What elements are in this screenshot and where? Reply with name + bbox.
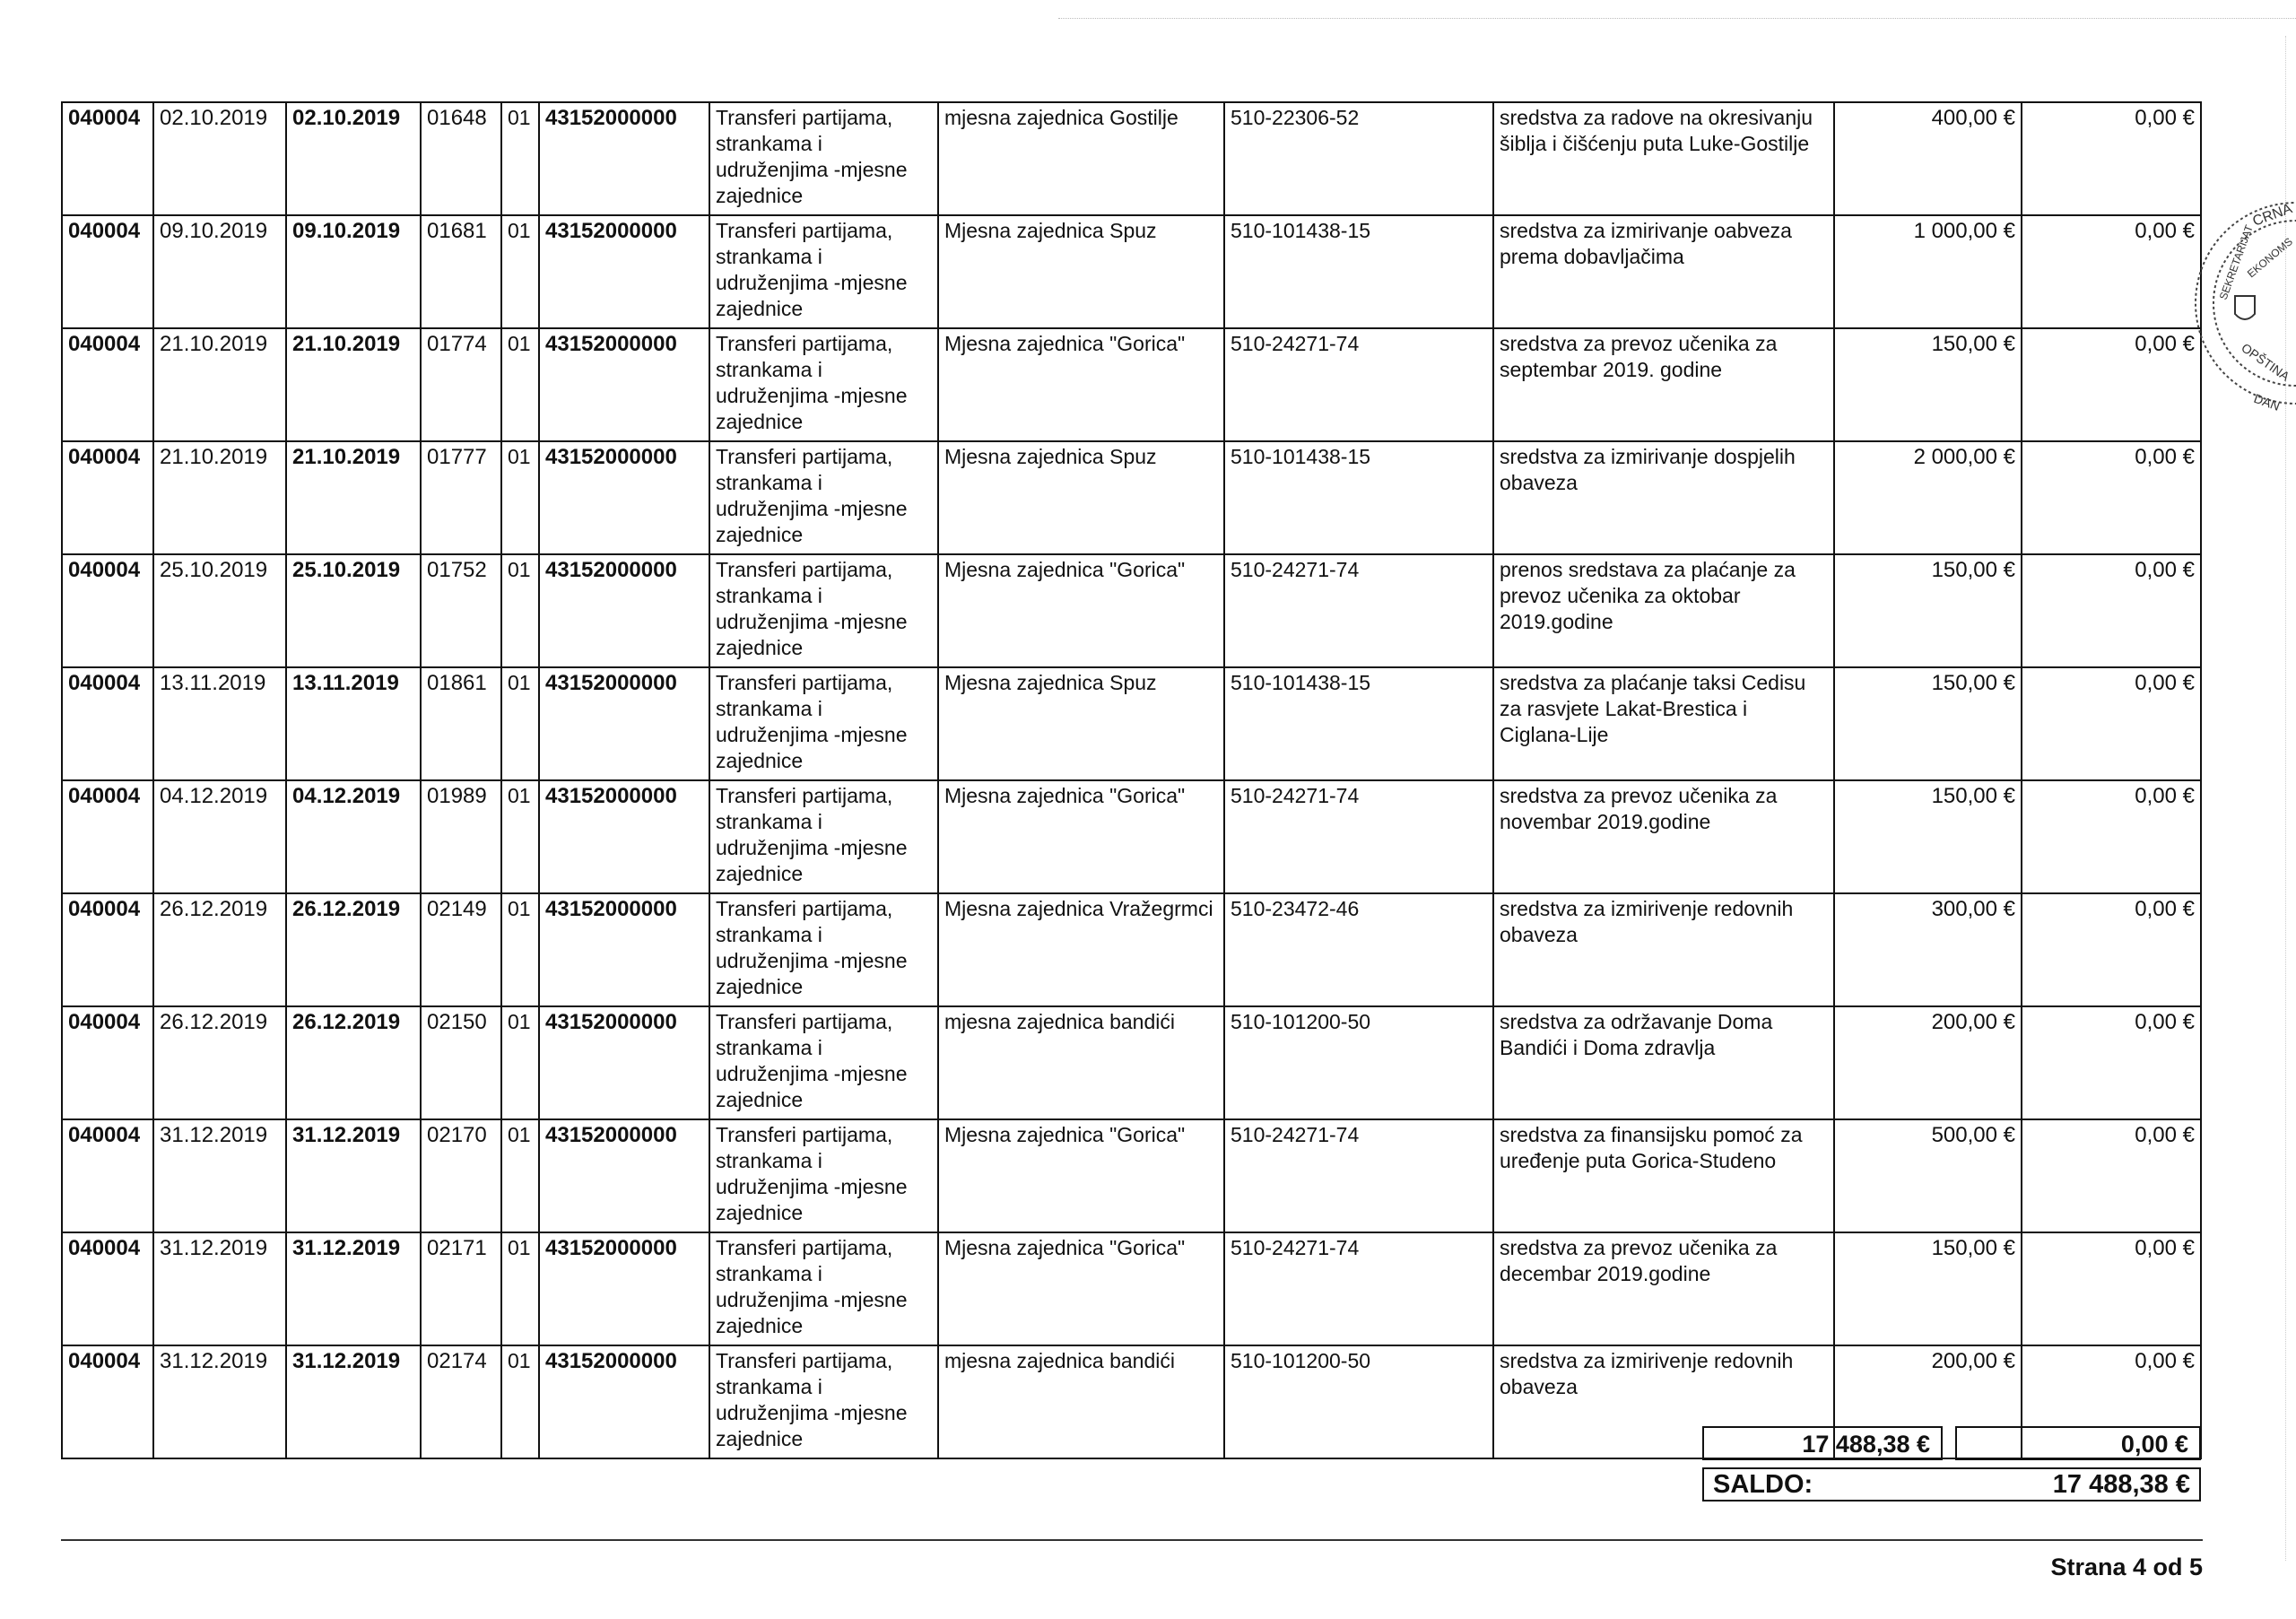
document-number: 02150 (421, 1006, 501, 1119)
recipient-name: Mjesna zajednica "Gorica" (938, 780, 1224, 893)
document-number: 01989 (421, 780, 501, 893)
payment-purpose: sredstva za prevoz učenika za decembar 2019.godine (1493, 1232, 1834, 1345)
sub-code: 01 (501, 1232, 539, 1345)
table-row (62, 667, 2201, 780)
posting-date: 02.10.2019 (153, 102, 286, 215)
posting-date: 21.10.2019 (153, 441, 286, 554)
bank-account: 510-24271-74 (1224, 328, 1493, 441)
table-row (62, 215, 2201, 328)
page-number: Strana 4 od 5 (2050, 1554, 2203, 1580)
posting-date: 13.11.2019 (153, 667, 286, 780)
value-date: 21.10.2019 (286, 328, 421, 441)
ledger-table (61, 101, 2202, 1459)
expense-description: Transferi partijama, strankama i udruženjima -mjesne zajednice (709, 1345, 938, 1458)
account-number: 43152000000 (539, 1232, 709, 1345)
account-number: 43152000000 (539, 215, 709, 328)
sub-code: 01 (501, 1119, 539, 1232)
expense-description: Transferi partijama, strankama i udruženjima -mjesne zajednice (709, 215, 938, 328)
ledger-code: 040004 (62, 215, 153, 328)
expense-description: Transferi partijama, strankama i udruženjima -mjesne zajednice (709, 780, 938, 893)
posting-date: 31.12.2019 (153, 1119, 286, 1232)
table-row (62, 1232, 2201, 1345)
sub-code: 01 (501, 554, 539, 667)
document-number: 02149 (421, 893, 501, 1006)
table-row (62, 893, 2201, 1006)
document-number: 01648 (421, 102, 501, 215)
saldo-label: SALDO: (1713, 1470, 1813, 1499)
document-number: 02170 (421, 1119, 501, 1232)
account-number: 43152000000 (539, 1006, 709, 1119)
stamp-text: SEKRETARIJAT (2216, 222, 2256, 302)
table-row (62, 328, 2201, 441)
bank-account: 510-101438-15 (1224, 215, 1493, 328)
posting-date: 09.10.2019 (153, 215, 286, 328)
payment-purpose: sredstva za prevoz učenika za septembar 2019. godine (1493, 328, 1834, 441)
document-number: 01777 (421, 441, 501, 554)
ledger-code: 040004 (62, 441, 153, 554)
posting-date: 31.12.2019 (153, 1232, 286, 1345)
account-number: 43152000000 (539, 1345, 709, 1458)
sub-code: 01 (501, 441, 539, 554)
account-number: 43152000000 (539, 554, 709, 667)
document-number: 01681 (421, 215, 501, 328)
credit-amount: 0,00 € (2022, 1006, 2201, 1119)
bank-account: 510-101200-50 (1224, 1006, 1493, 1119)
account-number: 43152000000 (539, 667, 709, 780)
credit-amount: 0,00 € (2022, 441, 2201, 554)
table-row (62, 1006, 2201, 1119)
total-credit: 0,00 € (1955, 1426, 2201, 1460)
recipient-name: Mjesna zajednica "Gorica" (938, 554, 1224, 667)
posting-date: 25.10.2019 (153, 554, 286, 667)
value-date: 13.11.2019 (286, 667, 421, 780)
ledger-code: 040004 (62, 554, 153, 667)
recipient-name: Mjesna zajednica Vražegrmci (938, 893, 1224, 1006)
expense-description: Transferi partijama, strankama i udruženjima -mjesne zajednice (709, 554, 938, 667)
account-number: 43152000000 (539, 328, 709, 441)
debit-amount: 1 000,00 € (1834, 215, 2022, 328)
recipient-name: Mjesna zajednica "Gorica" (938, 1232, 1224, 1345)
bank-account: 510-101438-15 (1224, 441, 1493, 554)
ledger-code: 040004 (62, 1345, 153, 1458)
value-date: 21.10.2019 (286, 441, 421, 554)
recipient-name: mjesna zajednica Gostilje (938, 102, 1224, 215)
account-number: 43152000000 (539, 102, 709, 215)
credit-amount: 0,00 € (2022, 554, 2201, 667)
bank-account: 510-23472-46 (1224, 893, 1493, 1006)
value-date: 09.10.2019 (286, 215, 421, 328)
saldo-box (1702, 1467, 2201, 1501)
payment-purpose: sredstva za izmirivenje redovnih obaveza (1493, 1345, 1834, 1458)
table-row (62, 102, 2201, 215)
recipient-name: Mjesna zajednica Spuz (938, 667, 1224, 780)
debit-amount: 200,00 € (1834, 1345, 2022, 1458)
account-number: 43152000000 (539, 893, 709, 1006)
sub-code: 01 (501, 1345, 539, 1458)
ledger-code: 040004 (62, 102, 153, 215)
bank-account: 510-22306-52 (1224, 102, 1493, 215)
value-date: 26.12.2019 (286, 1006, 421, 1119)
payment-purpose: sredstva za prevoz učenika za novembar 2019.godine (1493, 780, 1834, 893)
official-stamp (2199, 179, 2296, 431)
recipient-name: mjesna zajednica bandići (938, 1006, 1224, 1119)
bank-account: 510-24271-74 (1224, 554, 1493, 667)
posting-date: 26.12.2019 (153, 1006, 286, 1119)
payment-purpose: sredstva za izmirivanje oabveza prema dobavljačima (1493, 215, 1834, 328)
credit-amount: 0,00 € (2022, 1345, 2201, 1458)
bank-account: 510-24271-74 (1224, 1119, 1493, 1232)
payment-purpose: sredstva za izmirivenje redovnih obaveza (1493, 893, 1834, 1006)
credit-amount: 0,00 € (2022, 893, 2201, 1006)
account-number: 43152000000 (539, 780, 709, 893)
expense-description: Transferi partijama, strankama i udruženjima -mjesne zajednice (709, 328, 938, 441)
debit-amount: 200,00 € (1834, 1006, 2022, 1119)
expense-description: Transferi partijama, strankama i udruženjima -mjesne zajednice (709, 893, 938, 1006)
debit-amount: 300,00 € (1834, 893, 2022, 1006)
debit-amount: 150,00 € (1834, 1232, 2022, 1345)
table-row (62, 1119, 2201, 1232)
document-number: 01774 (421, 328, 501, 441)
credit-amount: 0,00 € (2022, 780, 2201, 893)
ledger-code: 040004 (62, 1119, 153, 1232)
document-number: 02171 (421, 1232, 501, 1345)
debit-amount: 2 000,00 € (1834, 441, 2022, 554)
account-number: 43152000000 (539, 441, 709, 554)
expense-description: Transferi partijama, strankama i udruženjima -mjesne zajednice (709, 1232, 938, 1345)
posting-date: 31.12.2019 (153, 1345, 286, 1458)
value-date: 31.12.2019 (286, 1119, 421, 1232)
value-date: 31.12.2019 (286, 1345, 421, 1458)
sub-code: 01 (501, 102, 539, 215)
posting-date: 04.12.2019 (153, 780, 286, 893)
expense-description: Transferi partijama, strankama i udruženjima -mjesne zajednice (709, 667, 938, 780)
recipient-name: Mjesna zajednica "Gorica" (938, 1119, 1224, 1232)
credit-amount: 0,00 € (2022, 102, 2201, 215)
sub-code: 01 (501, 215, 539, 328)
value-date: 25.10.2019 (286, 554, 421, 667)
sub-code: 01 (501, 1006, 539, 1119)
payment-purpose: sredstva za izmirivanje dospjelih obaveza (1493, 441, 1834, 554)
account-number: 43152000000 (539, 1119, 709, 1232)
bank-account: 510-101438-15 (1224, 667, 1493, 780)
credit-amount: 0,00 € (2022, 328, 2201, 441)
expense-description: Transferi partijama, strankama i udruženjima -mjesne zajednice (709, 441, 938, 554)
expense-description: Transferi partijama, strankama i udruženjima -mjesne zajednice (709, 102, 938, 215)
bank-account: 510-101200-50 (1224, 1345, 1493, 1458)
debit-amount: 150,00 € (1834, 667, 2022, 780)
payment-purpose: sredstva za finansijsku pomoć za uređenje puta Gorica-Studeno (1493, 1119, 1834, 1232)
sub-code: 01 (501, 780, 539, 893)
credit-amount: 0,00 € (2022, 1232, 2201, 1345)
coat-of-arms-icon (2235, 296, 2255, 319)
footer-divider (61, 1539, 2203, 1541)
sub-code: 01 (501, 893, 539, 1006)
saldo-value: 17 488,38 € (2052, 1470, 2190, 1499)
expense-description: Transferi partijama, strankama i udruženjima -mjesne zajednice (709, 1006, 938, 1119)
posting-date: 26.12.2019 (153, 893, 286, 1006)
recipient-name: Mjesna zajednica "Gorica" (938, 328, 1224, 441)
credit-amount: 0,00 € (2022, 667, 2201, 780)
recipient-name: Mjesna zajednica Spuz (938, 441, 1224, 554)
recipient-name: Mjesna zajednica Spuz (938, 215, 1224, 328)
table-row (62, 441, 2201, 554)
debit-amount: 400,00 € (1834, 102, 2022, 215)
document-number: 01752 (421, 554, 501, 667)
stamp-text: DAN (2251, 390, 2283, 413)
debit-amount: 150,00 € (1834, 554, 2022, 667)
value-date: 02.10.2019 (286, 102, 421, 215)
posting-date: 21.10.2019 (153, 328, 286, 441)
payment-purpose: prenos sredstava za plaćanje za prevoz učenika za oktobar 2019.godine (1493, 554, 1834, 667)
credit-amount: 0,00 € (2022, 1119, 2201, 1232)
debit-amount: 150,00 € (1834, 328, 2022, 441)
scan-artifact-line (1058, 18, 2296, 19)
ledger-code: 040004 (62, 780, 153, 893)
payment-purpose: sredstva za održavanje Doma Bandići i Doma zdravlja (1493, 1006, 1834, 1119)
ledger-code: 040004 (62, 1006, 153, 1119)
debit-amount: 150,00 € (1834, 780, 2022, 893)
sub-code: 01 (501, 328, 539, 441)
total-debit: 17 488,38 € (1702, 1426, 1943, 1460)
payment-purpose: sredstva za radove na okresivanju šiblja i čišćenju puta Luke-Gostilje (1493, 102, 1834, 215)
sub-code: 01 (501, 667, 539, 780)
bank-account: 510-24271-74 (1224, 780, 1493, 893)
stamp-text: OPŠTINA (2239, 340, 2292, 384)
table-row (62, 554, 2201, 667)
expense-description: Transferi partijama, strankama i udruženjima -mjesne zajednice (709, 1119, 938, 1232)
ledger-code: 040004 (62, 1232, 153, 1345)
value-date: 26.12.2019 (286, 893, 421, 1006)
debit-amount: 500,00 € (1834, 1119, 2022, 1232)
ledger-code: 040004 (62, 893, 153, 1006)
ledger-code: 040004 (62, 328, 153, 441)
document-number: 01861 (421, 667, 501, 780)
ledger-code: 040004 (62, 667, 153, 780)
payment-purpose: sredstva za plaćanje taksi Cedisu za rasvjete Lakat-Brestica i Ciglana-Lije (1493, 667, 1834, 780)
credit-amount: 0,00 € (2022, 215, 2201, 328)
stamp-text: CRNA (2250, 201, 2294, 230)
document-number: 02174 (421, 1345, 501, 1458)
stamp-text: EKONOMS (2244, 235, 2295, 281)
table-row (62, 780, 2201, 893)
bank-account: 510-24271-74 (1224, 1232, 1493, 1345)
value-date: 31.12.2019 (286, 1232, 421, 1345)
recipient-name: mjesna zajednica bandići (938, 1345, 1224, 1458)
value-date: 04.12.2019 (286, 780, 421, 893)
